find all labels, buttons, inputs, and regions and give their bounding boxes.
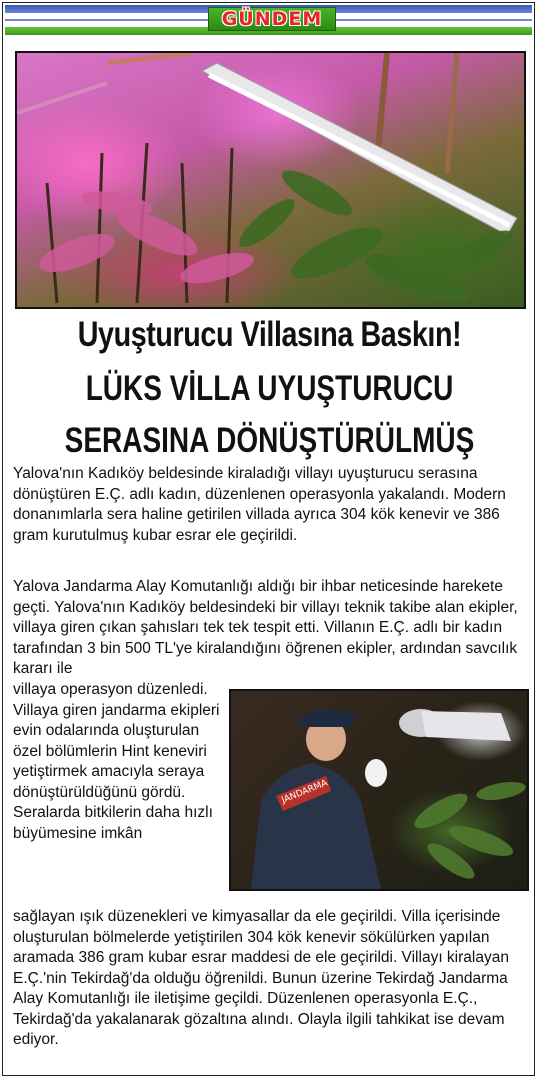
headline-main: Uyuşturucu Villasına Baskın! bbox=[77, 315, 462, 354]
grow-room-illustration bbox=[17, 53, 524, 307]
article-paragraph-3: sağlayan ışık düzenekleri ve kimyasallar da ele geçirildi. Villa içerisinde oluşturulan bölmelerde yetiştirilen 304 kök kenevir sökülürken yapılan aramada 386 gram kubar esrar maddesi de ele geçirildi. Villayı kiralayan E.Ç.'nin Tekirdağ'da olduğu öğrenildi. Bunun üzerine Tekirdağ Jandarma Alay Komutanlığı ile iletişime geçildi. Düzenlenen operasyonla E.Ç., Tekirdağ'da yakalanarak gözaltına alındı. Olayla ilgili tahkikat ise devam ediyor. bbox=[13, 908, 509, 1048]
article-paragraph-1: Yalova'nın Kadıköy beldesinde kiraladığı villayı uyuşturucu serasına dönüştüren E.Ç. adlı kadın, düzenlenen operasyonla yakalandı. Modern donanımlarla sera haline getirilen villada ayrıca 304 kök kenevir ve 386 gram kurutulmuş kubar esrar ele geçirildi. bbox=[13, 465, 506, 544]
inset-badge: JANDARMA bbox=[280, 778, 330, 806]
section-title-box bbox=[208, 7, 336, 31]
inset-photo bbox=[229, 689, 529, 891]
article-paragraph-2: Yalova Jandarma Alay Komutanlığı aldığı bir ihbar neticesinde harekete geçti. Yalova'nın Kadıköy beldesindeki bir villayı teknik takibe alan ekipler, villaya giren çıkan şahısları tek tek tespit etti. Villanın E.Ç. adlı bir kadın tarafından 3 bin 500 TL'ye kiralandığını öğrenen ekipler, ardından savcılık kararı ile bbox=[13, 578, 518, 677]
section-title: GÜNDEM bbox=[221, 8, 323, 30]
headline-sub-line2: SERASINA DÖNÜŞTÜRÜLMÜŞ bbox=[64, 421, 475, 460]
gendarme-illustration bbox=[231, 691, 527, 889]
headline-sub-line1: LÜKS VİLLA UYUŞTURUCU bbox=[85, 369, 454, 408]
section-header bbox=[5, 5, 532, 35]
article-paragraph-2-wrap: villaya operasyon düzenledi. Villaya giren jandarma ekipleri evin odalarında oluşturulan özel bölümlerin Hint keneviri yetiştirmek amacıyla seraya dönüştürüldüğünü gördü. Seralarda bitkilerin daha hızlı büyümesine imkân bbox=[13, 681, 220, 842]
hero-photo bbox=[15, 51, 526, 309]
newspaper-page bbox=[2, 2, 535, 1076]
